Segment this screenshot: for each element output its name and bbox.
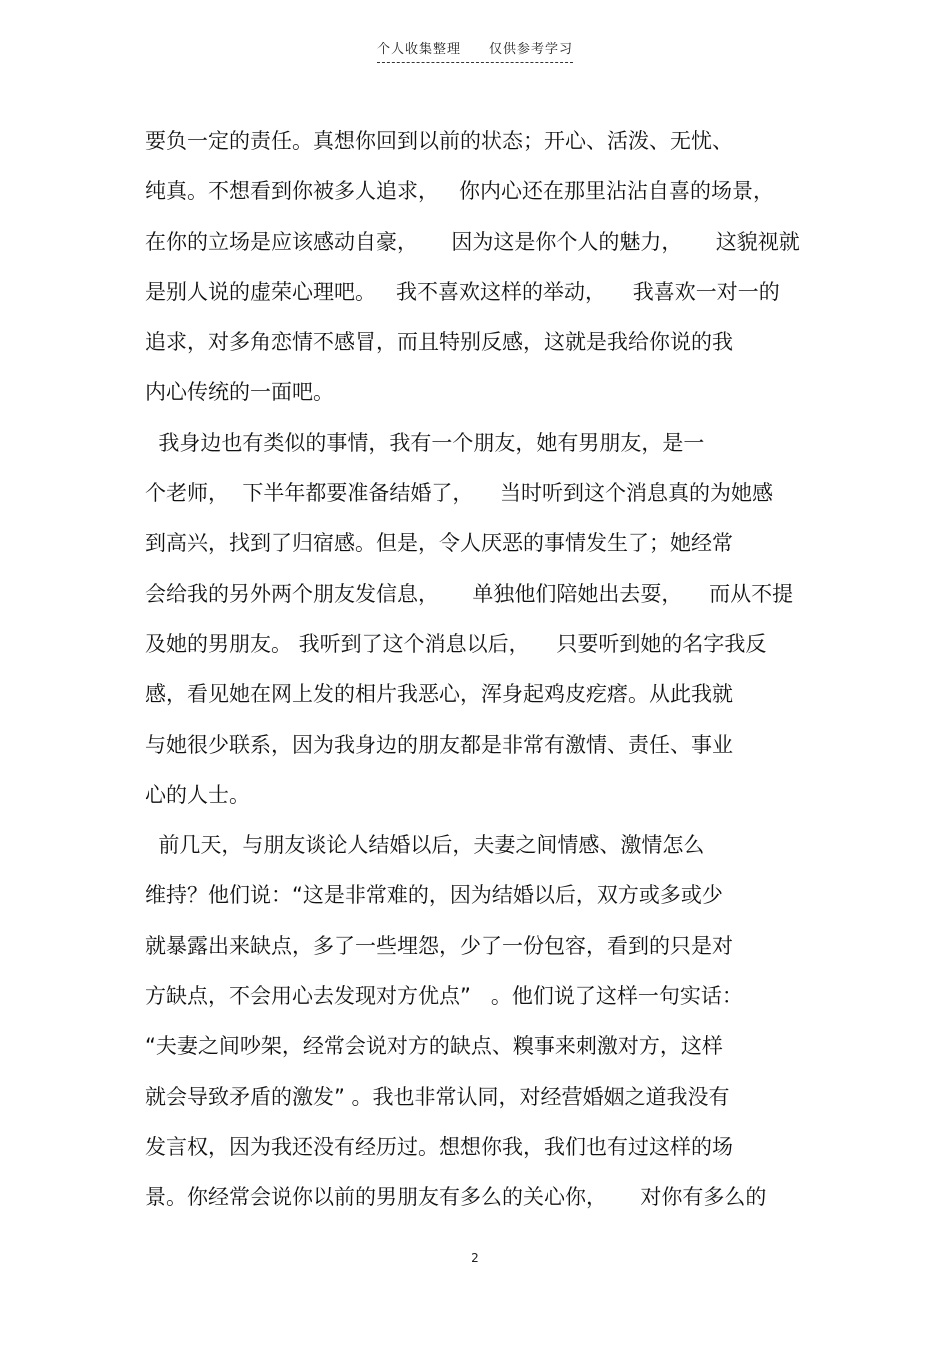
text-line: 维持？他们说：“这是非常难的，因为结婚以后，双方或多或少 (145, 883, 723, 908)
body-text (145, 116, 815, 1223)
text-line: 是别人说的虚荣心理吧。 我不喜欢这样的举动， 我喜欢一对一的 (145, 279, 780, 304)
page-number: 2 (471, 1251, 479, 1265)
text-line: 纯真。不想看到你被多人追求， 你内心还在那里沾沾自喜的场景， (145, 179, 775, 204)
text-line: 及她的男朋友。 我听到了这个消息以后， 只要听到她的名字我反 (145, 631, 767, 656)
text-line: 追求，对多角恋情不感冒，而且特别反感，这就是我给你说的我 (145, 330, 733, 355)
text-line: 就暴露出来缺点，多了一些埋怨，少了一份包容，看到的只是对 (145, 933, 733, 958)
text-line: 发言权，因为我还没有经历过。想想你我，我们也有过这样的场 (145, 1134, 733, 1159)
text-line: 就会导致矛盾的激发” 。我也非常认同，对经营婚姻之道我没有 (145, 1084, 730, 1109)
text-line: 个老师， 下半年都要准备结婚了， 当时听到这个消息真的为她感 (145, 481, 774, 506)
text-line: 在你的立场是应该感动自豪， 因为这是你个人的魅力， 这貌视就 (145, 229, 800, 254)
text-line: 感，看见她在网上发的相片我恶心，浑身起鸡皮疙瘩。从此我就 (145, 682, 733, 707)
text-line: 要负一定的责任。真想你回到以前的状态；开心、活泼、无忧、 (145, 129, 733, 153)
text-line: “夫妻之间吵架，经常会说对方的缺点、糗事来刺激对方，这样 (145, 1034, 723, 1059)
header-caption (377, 38, 573, 63)
page-header (0, 38, 950, 63)
text-line: 前几天，与朋友谈论人结婚以后，夫妻之间情感、激情怎么 (145, 833, 705, 858)
text-line: 会给我的另外两个朋友发信息， 单独他们陪她出去耍， 而从不提 (145, 581, 794, 606)
text-line: 心的人士。 (145, 782, 250, 807)
header-right-text: 仅供参考学习 (489, 42, 574, 57)
text-line: 景。你经常会说你以前的男朋友有多么的关心你， 对你有多么的 (145, 1185, 767, 1210)
text-line: 我身边也有类似的事情，我有一个朋友，她有男朋友，是一 (145, 430, 705, 455)
header-left-text: 个人收集整理 (376, 42, 461, 57)
text-line: 与她很少联系，因为我身边的朋友都是非常有激情、责任、事业 (145, 732, 733, 757)
text-line: 方缺点，不会用心去发现对方优点” 。他们说了这样一句实话： (145, 984, 743, 1009)
text-line: 内心传统的一面吧。 (145, 380, 334, 405)
text-line: 到高兴，找到了归宿感。但是，令人厌恶的事情发生了；她经常 (145, 531, 733, 556)
